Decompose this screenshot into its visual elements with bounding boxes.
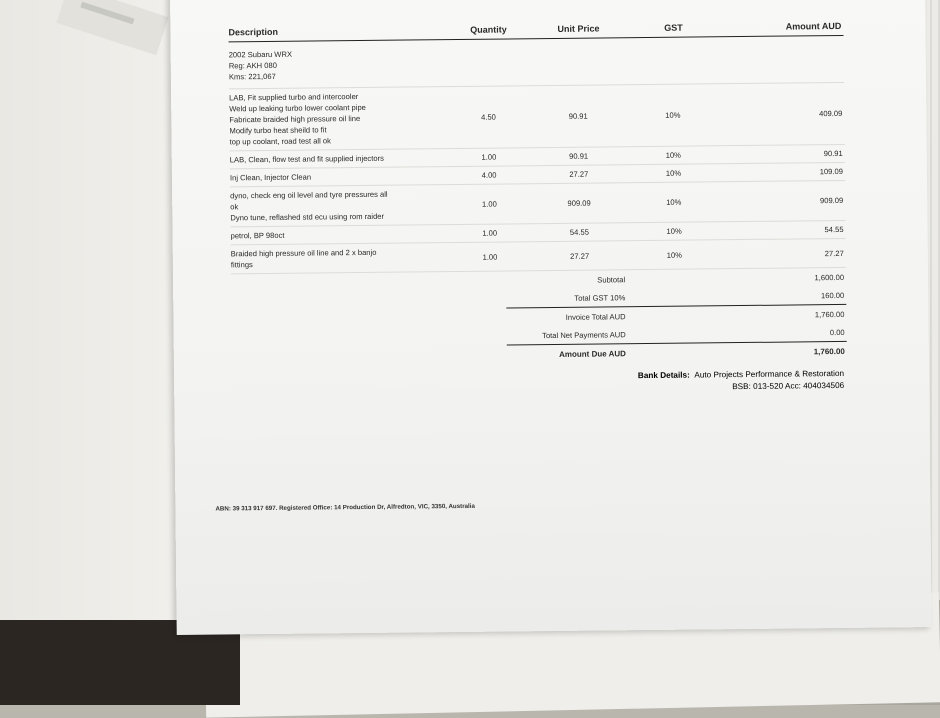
item-description	[230, 188, 450, 223]
table-row	[229, 83, 845, 151]
vehicle-info	[229, 36, 844, 89]
item-description-line: LAB, Fit supplied turbo and intercooler	[229, 92, 359, 103]
item-gst: 10%	[666, 250, 682, 260]
item-unit-price: 27.27	[570, 251, 590, 261]
item-gst: 10%	[665, 110, 681, 120]
invoice-total-label: Invoice Total AUD	[565, 311, 626, 322]
col-gst: GST	[664, 22, 683, 33]
payments-label: Total Net Payments AUD	[542, 329, 626, 340]
item-description-line: Modify turbo heat sheild to fit	[229, 125, 327, 136]
table-row	[230, 181, 845, 227]
vehicle-reg: Reg: AKH 080	[228, 60, 277, 71]
item-description-line: Dyno tune, reflashed std ecu using rom raider	[230, 211, 385, 223]
item-quantity: 1.00	[482, 252, 498, 262]
item-amount: 409.09	[819, 108, 843, 119]
payments-value: 0.00	[829, 327, 845, 337]
item-description	[231, 246, 450, 270]
col-quantity: Quantity	[470, 24, 507, 35]
item-amount: 109.09	[819, 166, 843, 177]
amount-due-label: Amount Due AUD	[559, 348, 626, 359]
gst-total-label: Total GST 10%	[574, 292, 626, 303]
bank-account: BSB: 013-520 Acc: 404034506	[732, 380, 845, 392]
totals-block	[506, 268, 847, 364]
item-description-line: ok	[230, 202, 239, 212]
item-quantity: 4.00	[481, 170, 497, 180]
col-description: Description	[228, 26, 279, 38]
item-quantity: 1.00	[481, 199, 497, 209]
item-unit-price: 54.55	[569, 227, 589, 237]
item-description-line: Inj Clean, Injector Clean	[229, 172, 312, 183]
item-description	[231, 228, 450, 241]
item-unit-price: 90.91	[569, 151, 589, 161]
amount-due-row	[507, 341, 847, 364]
vehicle-kms: Kms: 221,067	[228, 71, 276, 82]
item-description-line: dyno, check eng oil level and tyre pressures all	[230, 189, 388, 201]
footer-abn: ABN: 39 313 917 697. Registered Office: 14 Production Dr, Alfredton, VIC, 3350, Australia	[215, 502, 475, 513]
item-quantity: 1.00	[481, 152, 497, 162]
bank-name: Auto Projects Performance & Restoration	[694, 368, 845, 380]
item-description-line: Weld up leaking turbo lower coolant pipe	[229, 102, 366, 114]
item-unit-price: 909.09	[567, 198, 591, 208]
item-amount: 54.55	[824, 224, 844, 235]
item-description	[229, 90, 449, 147]
item-description-line: Fabricate braided high pressure oil line	[229, 114, 361, 125]
item-gst: 10%	[666, 226, 682, 236]
item-unit-price: 27.27	[569, 169, 589, 179]
line-items	[229, 83, 846, 274]
item-description-line: fittings	[230, 260, 253, 270]
item-amount: 90.91	[823, 148, 843, 159]
item-description	[230, 170, 449, 183]
invoice-page	[170, 0, 932, 635]
item-gst: 10%	[665, 150, 681, 160]
amount-due-value: 1,760.00	[813, 346, 845, 356]
item-description-line: petrol, BP 98oct	[230, 230, 285, 241]
item-quantity: 1.00	[482, 228, 498, 238]
item-description-line: LAB, Clean, flow test and fit supplied injectors	[229, 153, 384, 165]
item-quantity: 4.50	[481, 112, 496, 122]
item-gst: 10%	[666, 197, 682, 207]
subtotal-label: Subtotal	[597, 274, 626, 285]
invoice-content	[228, 21, 847, 366]
item-gst: 10%	[665, 168, 682, 178]
col-unit-price: Unit Price	[557, 23, 600, 34]
bank-label: Bank Details:	[637, 370, 690, 381]
invoice-total-value: 1,760.00	[814, 309, 845, 319]
item-amount: 909.09	[819, 195, 844, 206]
item-description	[230, 152, 449, 165]
item-unit-price: 90.91	[568, 111, 588, 121]
item-amount: 27.27	[824, 248, 844, 258]
item-description-line: Braided high pressure oil line and 2 x banjo	[230, 247, 377, 259]
bank-details	[599, 368, 844, 395]
col-amount: Amount AUD	[785, 20, 842, 32]
vehicle-model: 2002 Subaru WRX	[228, 49, 293, 60]
subtotal-value: 1,600.00	[814, 272, 845, 282]
item-description-line: top up coolant, road test all ok	[229, 136, 331, 147]
gst-total-value: 160.00	[820, 290, 845, 300]
